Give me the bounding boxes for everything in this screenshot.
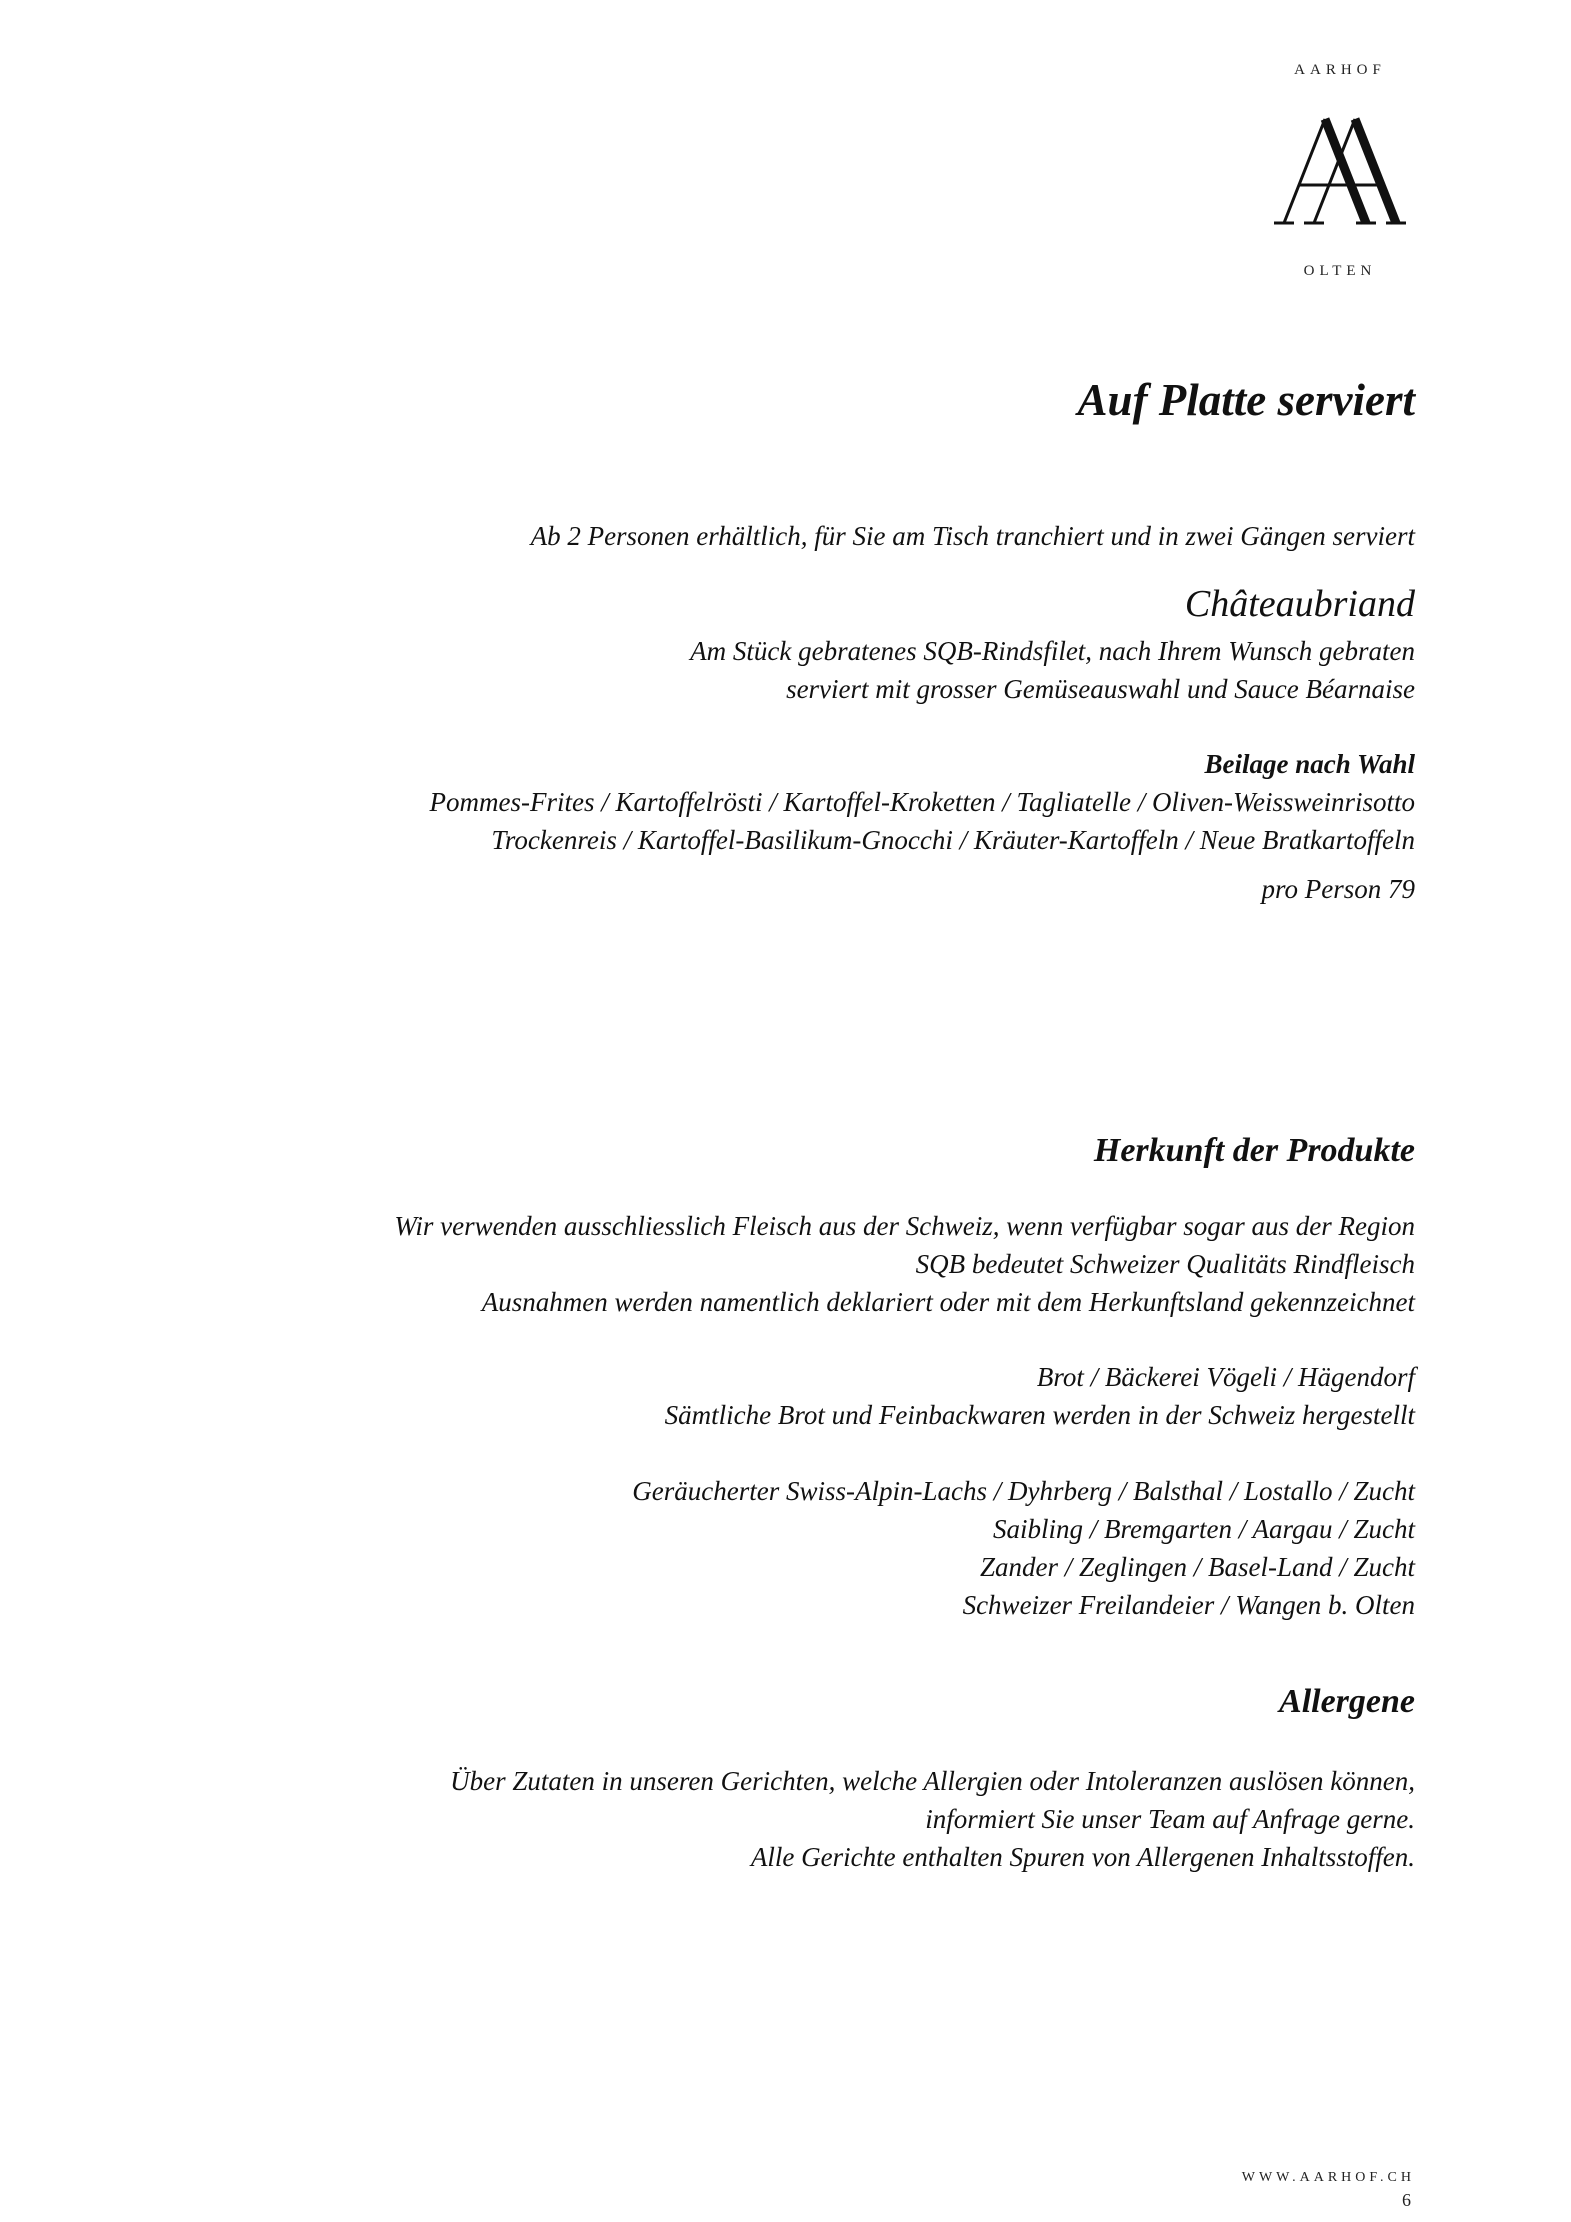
logo-top-text: AARHOF — [1294, 62, 1386, 78]
origin-meat-line: Ausnahmen werden namentlich deklariert oder mit dem Herkunftsland gekennzeichnet — [481, 1287, 1415, 1317]
origin-meat-line: Wir verwenden ausschliesslich Fleisch aus der Schweiz, wenn verfügbar sogar aus der Region — [394, 1211, 1415, 1241]
allergens-line: Alle Gerichte enthalten Spuren von Allergenen Inhaltsstoffen. — [750, 1842, 1415, 1872]
origin-fish-line: Zander / Zeglingen / Basel-Land / Zucht — [980, 1552, 1415, 1582]
dish-description-line: serviert mit grosser Gemüseauswahl und Sauce Béarnaise — [786, 674, 1415, 704]
allergens-heading: Allergene — [1279, 1683, 1415, 1720]
website-url: WWW.AARHOF.CH — [1241, 2170, 1415, 2185]
aa-monogram-icon — [1270, 115, 1410, 227]
side-dish-heading: Beilage nach Wahl — [1204, 749, 1415, 779]
origin-fish-line: Schweizer Freilandeier / Wangen b. Olten — [962, 1590, 1415, 1620]
page-number: 6 — [1402, 2190, 1411, 2210]
intro-text: Ab 2 Personen erhältlich, für Sie am Tisch tranchiert und in zwei Gängen serviert — [530, 521, 1415, 551]
origin-bread-line: Sämtliche Brot und Feinbackwaren werden in der Schweiz hergestellt — [664, 1400, 1415, 1430]
allergens-line: informiert Sie unser Team auf Anfrage gerne. — [925, 1804, 1415, 1834]
origin-bread-line: Brot / Bäckerei Vögeli / Hägendorf — [1036, 1362, 1415, 1392]
dish-price: pro Person 79 — [1261, 874, 1415, 904]
side-dish-options: Pommes-Frites / Kartoffelrösti / Kartoffel-Kroketten / Tagliatelle / Oliven-Weissweinrisotto — [429, 787, 1415, 817]
dish-name: Châteaubriand — [1184, 583, 1415, 625]
page-title: Auf Platte serviert — [1077, 375, 1415, 425]
dish-description-line: Am Stück gebratenes SQB-Rindsfilet, nach Ihrem Wunsch gebraten — [690, 636, 1415, 666]
allergens-line: Über Zutaten in unseren Gerichten, welche Allergien oder Intoleranzen auslösen können, — [450, 1766, 1415, 1796]
origin-heading: Herkunft der Produkte — [1093, 1132, 1415, 1169]
origin-fish-line: Saibling / Bremgarten / Aargau / Zucht — [993, 1514, 1415, 1544]
side-dish-options: Trockenreis / Kartoffel-Basilikum-Gnocchi / Kräuter-Kartoffeln / Neue Bratkartoffeln — [491, 825, 1415, 855]
origin-meat-line: SQB bedeutet Schweizer Qualitäts Rindfleisch — [915, 1249, 1415, 1279]
origin-fish-line: Geräucherter Swiss-Alpin-Lachs / Dyhrberg / Balsthal / Lostallo / Zucht — [632, 1476, 1415, 1506]
aarhof-logo — [1260, 62, 1420, 280]
logo-bottom-text: OLTEN — [1303, 263, 1377, 279]
